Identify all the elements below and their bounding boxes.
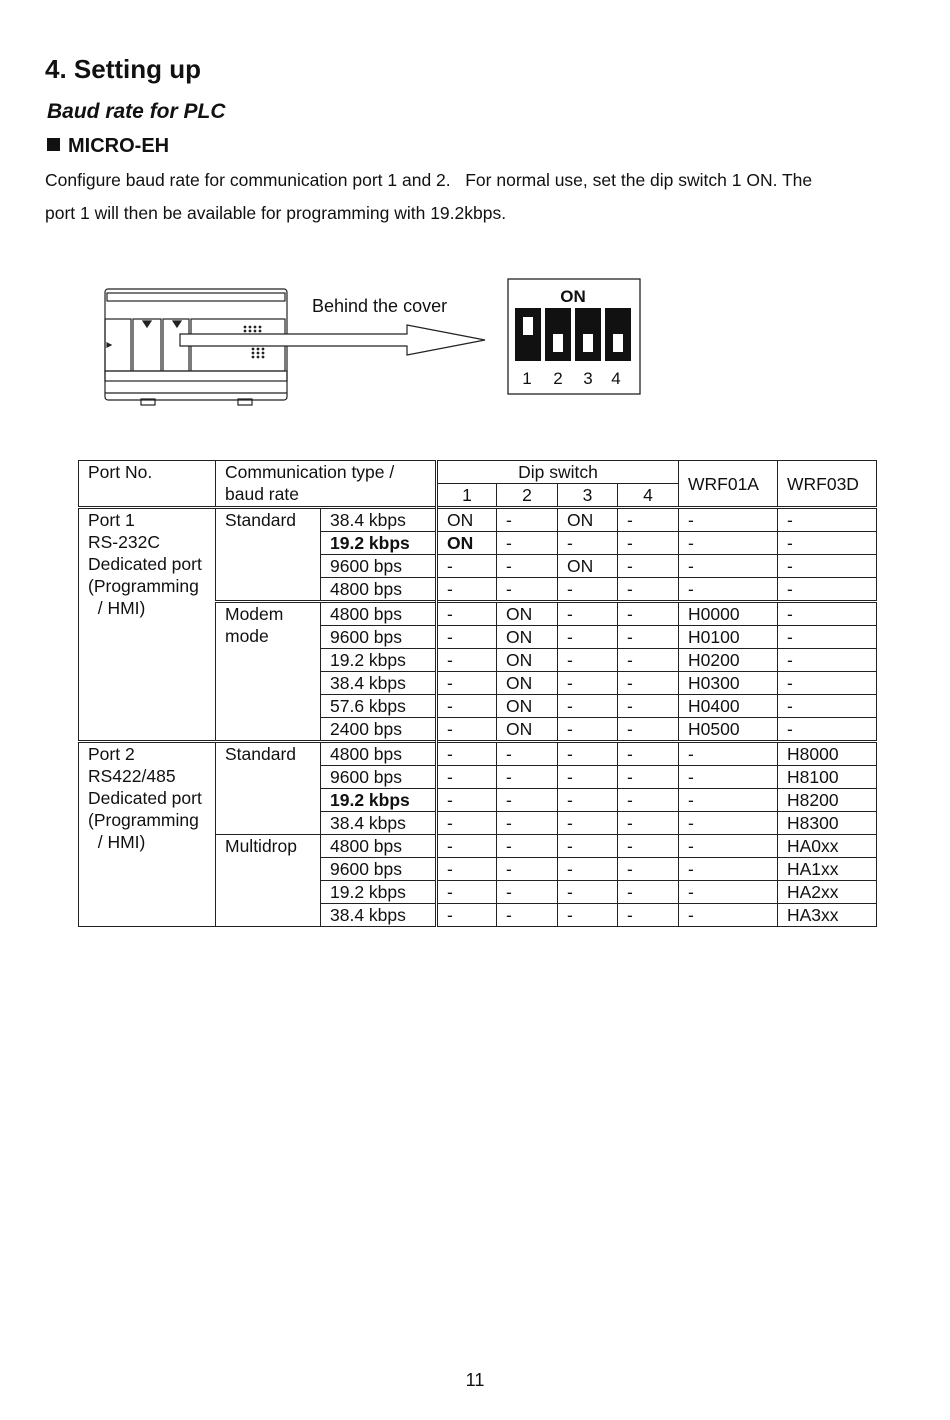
wrf01a-cell: -: [679, 766, 778, 789]
dip3-cell: ON: [558, 555, 618, 578]
dip2-cell: -: [497, 789, 558, 812]
wrf03d-cell: HA2xx: [778, 881, 877, 904]
header-wrf03d: WRF03D: [778, 461, 877, 508]
wrf01a-cell: -: [679, 881, 778, 904]
dip3-cell: -: [558, 766, 618, 789]
wrf03d-cell: -: [778, 602, 877, 626]
dip3-cell: -: [558, 789, 618, 812]
port1-line: Port 1: [88, 510, 135, 530]
port1-line: RS-232C: [88, 532, 160, 552]
cover-label: Behind the cover: [312, 296, 448, 316]
wrf03d-cell: HA0xx: [778, 835, 877, 858]
dip3-cell: -: [558, 742, 618, 766]
dip4-cell: -: [618, 555, 679, 578]
table-header-row: [79, 461, 877, 484]
dip-switch-4: [605, 308, 631, 361]
wrf03d-cell: H8200: [778, 789, 877, 812]
dip4-cell: -: [618, 789, 679, 812]
dip2-cell: -: [497, 881, 558, 904]
dip-on-label: ON: [560, 287, 586, 306]
port1-line: / HMI): [88, 598, 146, 618]
wrf01a-cell: -: [679, 578, 778, 602]
dip-switch-1: [515, 308, 541, 361]
dip2-cell: -: [497, 555, 558, 578]
dip1-cell: -: [437, 649, 497, 672]
wrf01a-cell: H0200: [679, 649, 778, 672]
port2-line: (Programming: [88, 810, 199, 830]
rate-cell: 4800 bps: [321, 578, 437, 602]
wrf01a-cell: H0400: [679, 695, 778, 718]
dip3-cell: -: [558, 649, 618, 672]
square-bullet-icon: [47, 138, 60, 151]
dip1-cell: -: [437, 904, 497, 927]
dip2-cell: ON: [497, 672, 558, 695]
dip3-cell: -: [558, 812, 618, 835]
wrf01a-cell: H0500: [679, 718, 778, 742]
dip1-cell: -: [437, 812, 497, 835]
header-comm-type-line2: baud rate: [225, 484, 299, 504]
table-row: [79, 742, 877, 766]
page-title: 4. Setting up: [45, 54, 201, 84]
rate-cell: 19.2 kbps: [321, 789, 437, 812]
dip4-cell: -: [618, 649, 679, 672]
dip3-cell: -: [558, 602, 618, 626]
wrf01a-cell: -: [679, 555, 778, 578]
dip3-cell: -: [558, 578, 618, 602]
arrow-right-icon: [180, 325, 485, 355]
dip1-cell: -: [437, 672, 497, 695]
table-row: [79, 508, 877, 532]
dip2-cell: -: [497, 812, 558, 835]
wrf03d-cell: -: [778, 578, 877, 602]
dip1-cell: -: [437, 718, 497, 742]
dip2-cell: -: [497, 766, 558, 789]
dip1-cell: -: [437, 789, 497, 812]
rate-cell: 2400 bps: [321, 718, 437, 742]
rate-cell: 19.2 kbps: [321, 881, 437, 904]
rate-cell: 9600 bps: [321, 555, 437, 578]
wrf03d-cell: -: [778, 718, 877, 742]
wrf03d-cell: H8100: [778, 766, 877, 789]
dip1-cell: -: [437, 835, 497, 858]
dip-number: 3: [583, 369, 593, 388]
port2-multidrop-label: Multidrop: [216, 835, 321, 927]
header-dip-4: 4: [618, 484, 679, 508]
dip2-cell: ON: [497, 602, 558, 626]
wrf03d-cell: -: [778, 532, 877, 555]
wrf03d-cell: HA3xx: [778, 904, 877, 927]
header-comm-type: [216, 461, 437, 508]
wrf01a-cell: -: [679, 904, 778, 927]
dip3-cell: -: [558, 695, 618, 718]
dip-switch-drawing: [508, 279, 640, 394]
dip3-cell: ON: [558, 508, 618, 532]
dip3-cell: -: [558, 626, 618, 649]
header-dip-1: 1: [437, 484, 497, 508]
dip2-cell: ON: [497, 695, 558, 718]
dip4-cell: -: [618, 532, 679, 555]
dip-switch-3: [575, 308, 601, 361]
wrf01a-cell: -: [679, 532, 778, 555]
rate-cell: 4800 bps: [321, 835, 437, 858]
dip4-cell: -: [618, 835, 679, 858]
section-subtitle: Baud rate for PLC: [47, 100, 226, 123]
wrf03d-cell: -: [778, 555, 877, 578]
dip4-cell: -: [618, 881, 679, 904]
wrf03d-cell: H8000: [778, 742, 877, 766]
dip3-cell: -: [558, 835, 618, 858]
port1-modem-label: [216, 602, 321, 742]
dip1-cell: -: [437, 858, 497, 881]
wrf03d-cell: -: [778, 672, 877, 695]
rate-cell: 9600 bps: [321, 766, 437, 789]
dip2-cell: -: [497, 835, 558, 858]
intro-paragraph-line2: port 1 will then be available for programming with 19.2kbps.: [45, 203, 507, 223]
dip1-cell: -: [437, 881, 497, 904]
dip4-cell: -: [618, 578, 679, 602]
port1-cell: [79, 508, 216, 742]
dip4-cell: -: [618, 904, 679, 927]
dip-number: 1: [522, 369, 532, 388]
wrf03d-cell: H8300: [778, 812, 877, 835]
dip3-cell: -: [558, 532, 618, 555]
dip4-cell: -: [618, 695, 679, 718]
rate-cell: 19.2 kbps: [321, 649, 437, 672]
header-dip-2: 2: [497, 484, 558, 508]
baud-rate-table: [78, 460, 877, 927]
wrf03d-cell: -: [778, 649, 877, 672]
rate-cell: 9600 bps: [321, 626, 437, 649]
dip1-cell: ON: [437, 532, 497, 555]
wrf03d-cell: -: [778, 508, 877, 532]
port2-cell: [79, 742, 216, 927]
wrf03d-cell: -: [778, 626, 877, 649]
wrf03d-cell: -: [778, 695, 877, 718]
rate-cell: 4800 bps: [321, 602, 437, 626]
rate-cell: 38.4 kbps: [321, 904, 437, 927]
dip2-cell: -: [497, 742, 558, 766]
dip1-cell: -: [437, 742, 497, 766]
dip2-cell: -: [497, 858, 558, 881]
wrf01a-cell: H0300: [679, 672, 778, 695]
dip3-cell: -: [558, 718, 618, 742]
rate-cell: 57.6 kbps: [321, 695, 437, 718]
dip1-cell: -: [437, 695, 497, 718]
header-dip-switch: Dip switch: [437, 461, 679, 484]
wrf01a-cell: H0000: [679, 602, 778, 626]
wrf01a-cell: -: [679, 508, 778, 532]
rate-cell: 38.4 kbps: [321, 508, 437, 532]
dip2-cell: ON: [497, 626, 558, 649]
dip3-cell: -: [558, 858, 618, 881]
port2-line: / HMI): [88, 832, 146, 852]
rate-cell: 38.4 kbps: [321, 672, 437, 695]
plc-unit-drawing: [105, 289, 287, 405]
rate-cell: 38.4 kbps: [321, 812, 437, 835]
modem-label-line1: Modem: [225, 604, 284, 624]
dip4-cell: -: [618, 858, 679, 881]
header-dip-3: 3: [558, 484, 618, 508]
rate-cell: 4800 bps: [321, 742, 437, 766]
model-heading: [47, 135, 169, 158]
modem-label-line2: mode: [225, 626, 269, 646]
dip2-cell: -: [497, 578, 558, 602]
wrf01a-cell: -: [679, 812, 778, 835]
dip4-cell: -: [618, 742, 679, 766]
wrf03d-cell: HA1xx: [778, 858, 877, 881]
model-name: MICRO-EH: [68, 135, 170, 157]
dip1-cell: -: [437, 555, 497, 578]
dip-number: 4: [611, 369, 621, 388]
wrf01a-cell: -: [679, 742, 778, 766]
port2-standard-label: Standard: [216, 742, 321, 835]
header-comm-type-line1: Communication type /: [225, 462, 395, 482]
wrf01a-cell: -: [679, 789, 778, 812]
dip4-cell: -: [618, 508, 679, 532]
dip4-cell: -: [618, 626, 679, 649]
dip4-cell: -: [618, 812, 679, 835]
dip3-cell: -: [558, 881, 618, 904]
dip4-cell: -: [618, 602, 679, 626]
port2-line: Port 2: [88, 744, 135, 764]
dip1-cell: -: [437, 578, 497, 602]
dip4-cell: -: [618, 672, 679, 695]
port1-line: (Programming: [88, 576, 199, 596]
wrf01a-cell: -: [679, 835, 778, 858]
dip-number: 2: [553, 369, 563, 388]
dip2-cell: -: [497, 532, 558, 555]
intro-paragraph-line1: Configure baud rate for communication port 1 and 2. For normal use, set the dip switch 1 ON. The: [45, 170, 813, 190]
dip2-cell: ON: [497, 649, 558, 672]
rate-cell: 19.2 kbps: [321, 532, 437, 555]
dip4-cell: -: [618, 718, 679, 742]
dip1-cell: -: [437, 766, 497, 789]
port2-line: RS422/485: [88, 766, 176, 786]
page-number: 11: [465, 1370, 485, 1390]
dip1-cell: -: [437, 602, 497, 626]
rate-cell: 9600 bps: [321, 858, 437, 881]
dip1-cell: -: [437, 626, 497, 649]
dip4-cell: -: [618, 766, 679, 789]
dip2-cell: ON: [497, 718, 558, 742]
port1-line: Dedicated port: [88, 554, 202, 574]
header-wrf01a: WRF01A: [679, 461, 778, 508]
dip2-cell: -: [497, 904, 558, 927]
dip3-cell: -: [558, 904, 618, 927]
header-port-no: Port No.: [79, 461, 216, 508]
wrf01a-cell: -: [679, 858, 778, 881]
port2-line: Dedicated port: [88, 788, 202, 808]
dip2-cell: -: [497, 508, 558, 532]
dip-switch-2: [545, 308, 571, 361]
port1-standard-label: Standard: [216, 508, 321, 602]
dip1-cell: ON: [437, 508, 497, 532]
wrf01a-cell: H0100: [679, 626, 778, 649]
dip3-cell: -: [558, 672, 618, 695]
